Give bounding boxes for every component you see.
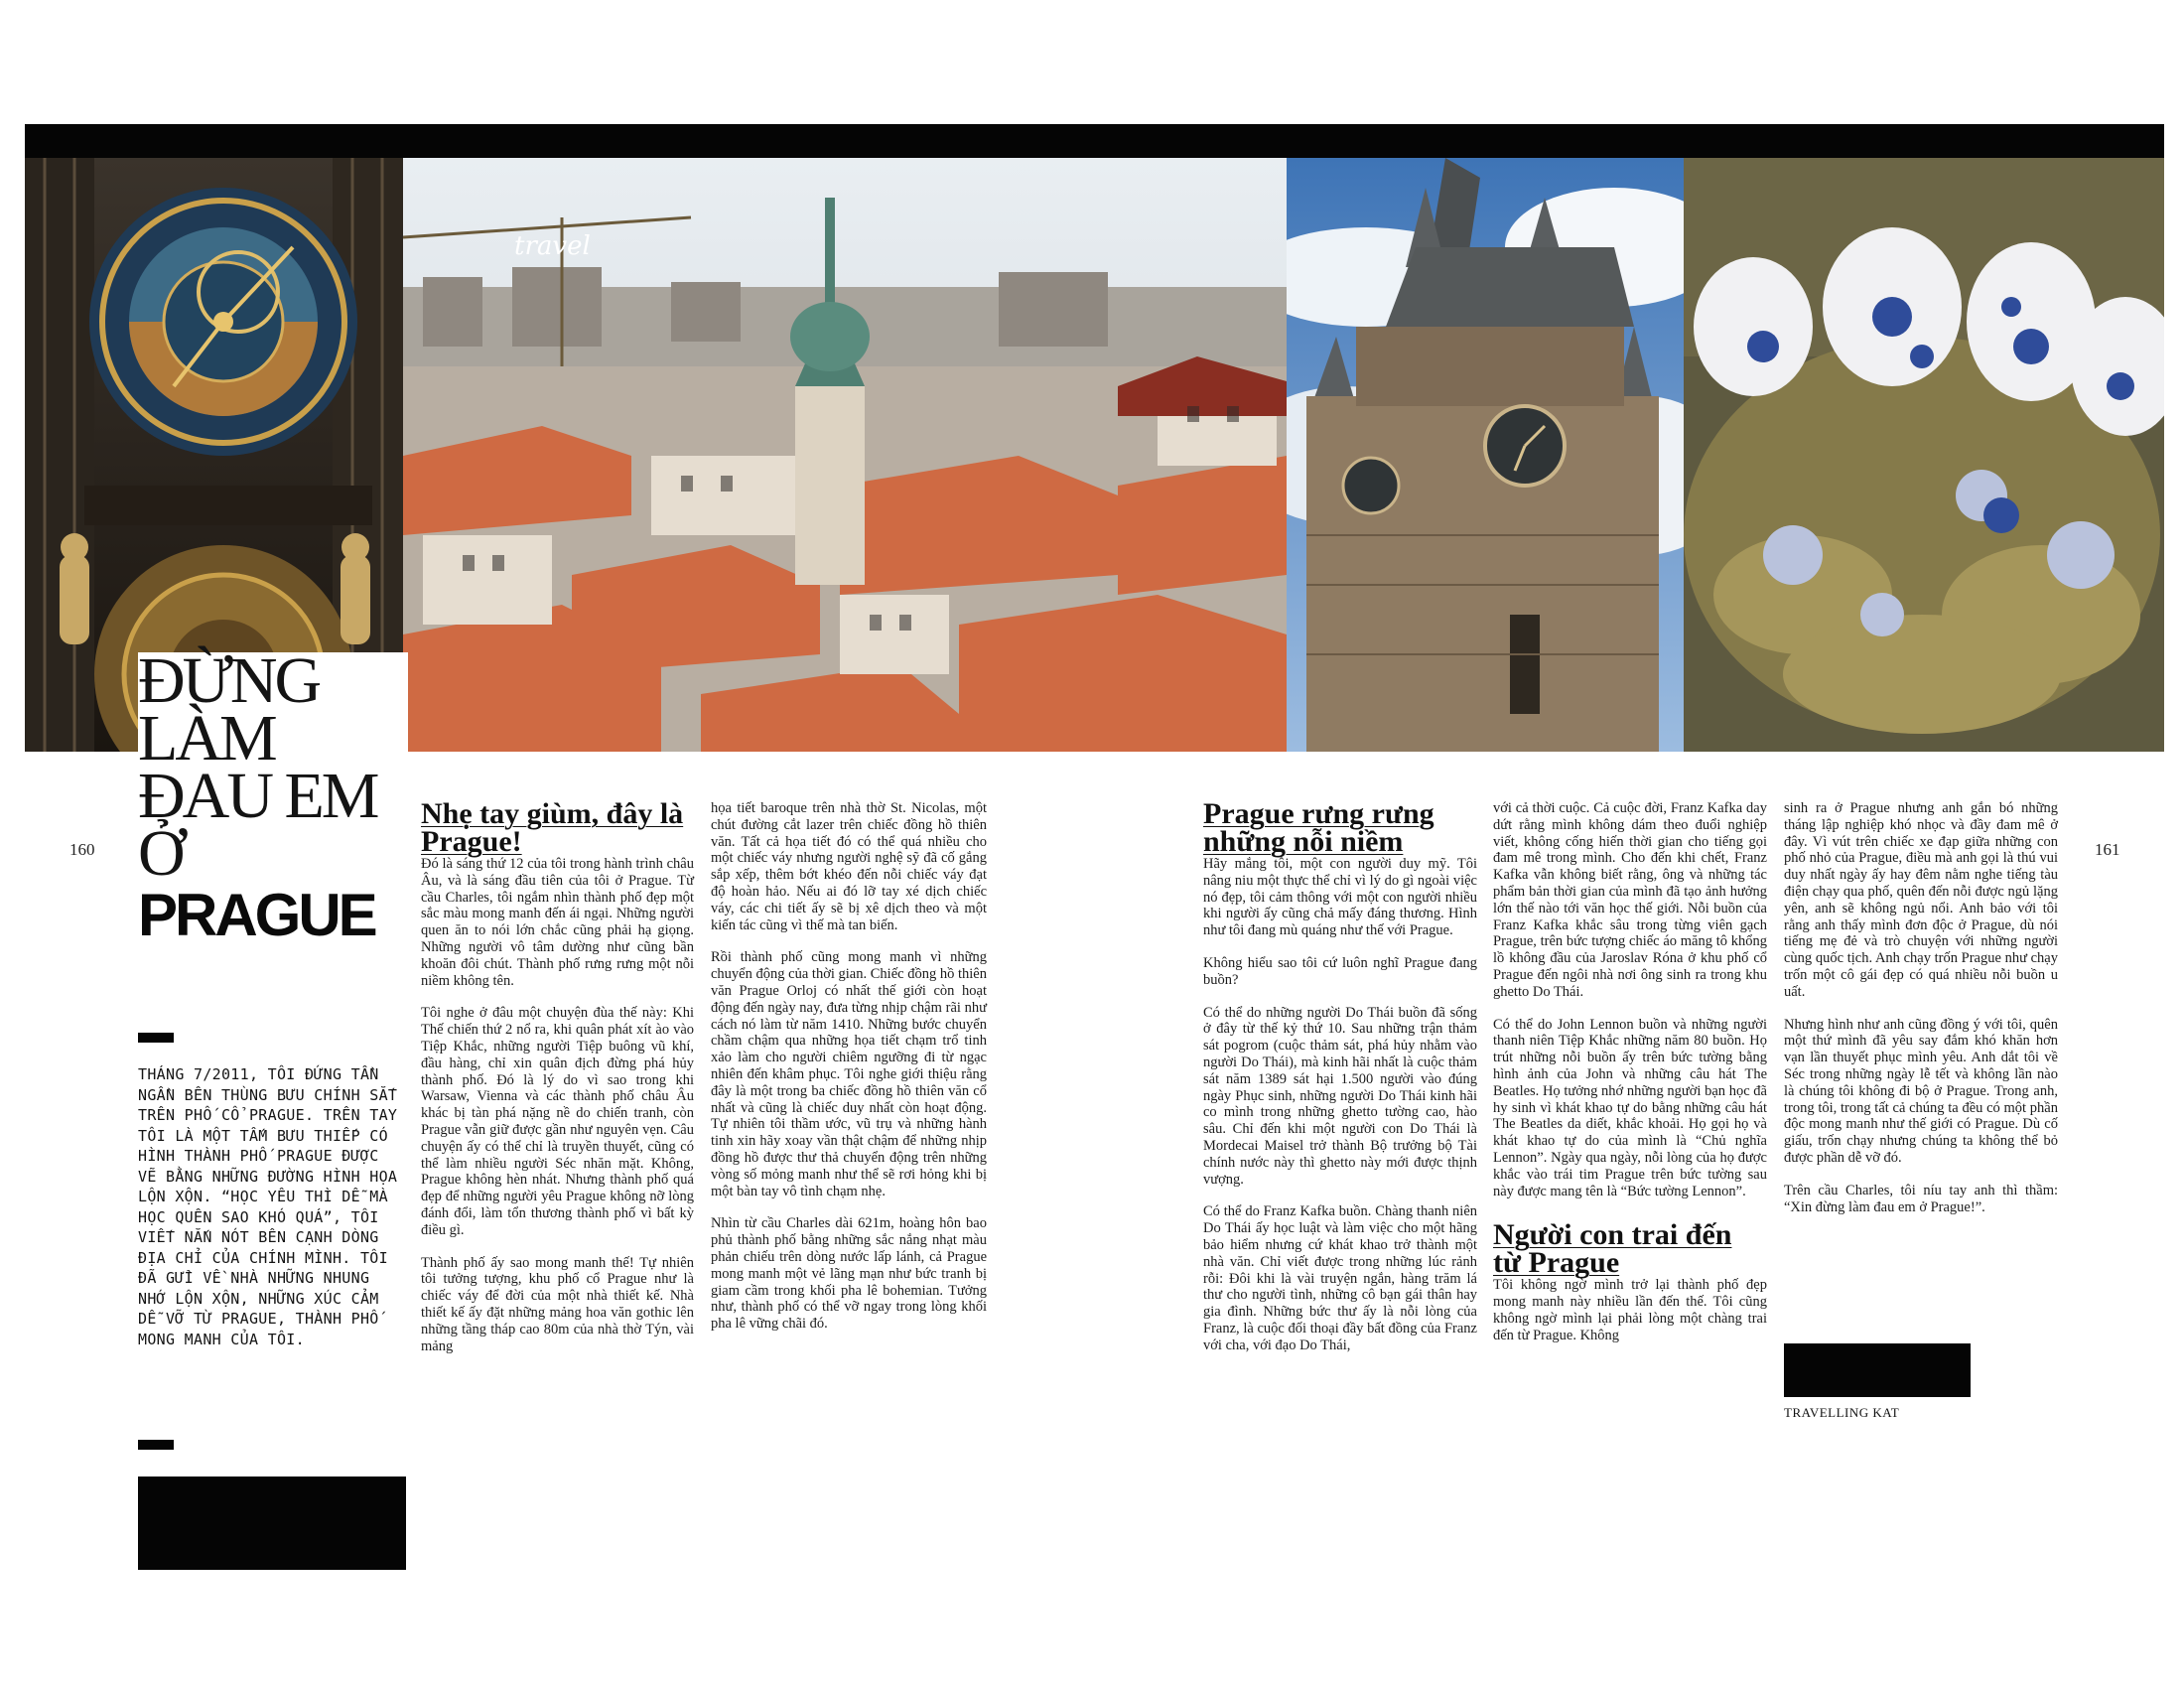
section-heading-3: Người con trai đến từ Prague [1493,1218,1732,1280]
title-line-1: ĐỪNG [138,644,320,717]
paragraph: Nhìn từ cầu Charles dài 621m, hoàng hôn bao phủ thành phố bằng những sắc nắng nhạt màu phản chiếu trên dòng nước lấp lánh, cả Prague mong manh một vẻ lãng mạn như bức tranh bị giam cầm trong khối pha lê bohemian. Tưởng như, thành phố có thể vỡ ngay trong lòng khối pha lê vững chãi đó. [711,1215,987,1333]
article-column-5 [1784,800,2058,1215]
page-number-left: 160 [69,840,95,859]
paragraph: Có thể do John Lennon buồn và những người thanh niên Tiệp Khắc những năm 80 buồn. Họ trút những nỗi buồn ấy trên bức tường bằng hình ảnh của John và những câu hát The Beatles. Họ tưởng nhớ những người bạn học đã hy sinh vì khát khao tự do bằng những câu hát The Beatles da diết, khắc khoải. Họ gọi họ và khát khao tự do của mình là “Chủ nghĩa Lennon”. Ngày qua ngày, nỗi lòng của họ được khắc vào trái tim Prague trên bức tường sau này được mang tên là “Bức tường Lennon”. [1493,1016,1767,1199]
paragraph: Tôi không ngờ mình trở lại thành phố đẹp mong manh này nhiều lần đến thế. Tôi cũng không ngờ mình lại phải lòng một chàng trai đến từ Prague. Không [1493,1277,1767,1343]
article-column-4 [1493,800,1767,1344]
title-line-3: ĐAU EM [138,760,377,832]
section-heading-1: Nhẹ tay giùm, đây là Prague! [421,797,684,858]
paragraph: Có thể do Franz Kafka buồn. Chàng thanh niên Do Thái ấy học luật và làm việc cho một hãng bảo hiểm nhưng cứ khát khao trở thành một nhà văn. Chỉ viết được trong những lúc rảnh rỗi: Đôi khi là vài truyện ngắn, hàng trăm lá thư cho người tình, những cô bạn gái thân hay gia đình. Những bức thư ấy là nỗi lòng của Franz, là cuộc đối thoại đầy bất đồng của Franz với cha, với đạo Do Thái, [1203,1203,1477,1353]
black-box-right [1784,1343,1971,1397]
paragraph: sinh ra ở Prague nhưng anh gắn bó những tháng lập nghiệp khó nhọc và đầy đam mê ở đây. Vì vút trên chiếc xe đạp giữa những con phố nhỏ của Prague, điều mà anh gọi là thú vui duy nhất ngày ấy hay đêm nằm nghe tiếng tàu điện chạy qua phố, quên đến nỗi được ngủ lặng yên, anh sẽ không ngủ nổi. Anh bảo với tôi rằng anh thấy mình đơn độc ở Prague, dù nói tiếng mẹ đẻ và trò chuyện với những người cùng quốc tịch. Anh chạy trốn Prague như chạy trốn một cô gái đẹp có quá nhiều nỗi buồn u uất. [1784,800,2058,1000]
paragraph: với cả thời cuộc. Cả cuộc đời, Franz Kafka day dứt rằng mình không dám theo đuổi nghiệp viết, không cống hiến thời gian cho tiếng gọi đam mê trong mình. Cho đến khi chết, Franz Kafka vẫn không biết rằng, ông và những tác phẩm bản thời gian của mình đã tạo ảnh hưởng lớn thế nào tới văn học thế giới. Nỗi buồn của Franz Kafka khắc sâu trong từng viên gạch Prague, trên bức tượng chiếc áo măng tô khổng lồ không đầu của Jaroslav Róna ở khu phố cổ Prague đến ngôi nhà nơi ông sinh ra trong khu ghetto Do Thái. [1493,800,1767,1000]
photo-overlay-travel: travel [514,231,591,261]
title-line-4: Ở [138,817,183,890]
paragraph: Tôi nghe ở đâu một chuyện đùa thế này: Khi Thế chiến thứ 2 nổ ra, khi quân phát xít ào vào Tiệp Khắc, những người Tiệp buông vũ khí, đầu hàng, chỉ xin quân địch đừng phá hủy thành phố. Đó là lý do vì sao trong khi Warsaw, Vienna và các thành phố châu Âu khác bị tàn phá nặng nề do chiến tranh, còn Prague vẫn giữ được gần như nguyên vẹn. Câu chuyện ấy có thể chỉ là truyền thuyết, cũng có thể làm nhiều người Séc nhăn mặt. Không, Prague không hèn nhát. Nhưng thành phố quá đẹp để những người yêu Prague không nỡ lòng đánh đổi, làm tổn thương thành phố vì bất kỳ điều gì. [421,1005,694,1238]
intro-text: THÁNG 7/2011, TÔI ĐỨNG TẦN NGẦN BÊN THÙNG BƯU CHÍNH SẮT TRÊN PHỐ CỔ PRAGUE. TRÊN TAY TÔI LÀ MỘT TẤM BƯU THIẾP CÓ HÌNH THÀNH PHỐ PRAGUE ĐƯỢC VẼ BẰNG NHỮNG ĐƯỜNG HÌNH HỌA LỘN XỘN. “HỌC YÊU THÌ DỄ MÀ HỌC QUÊN SAO KHÓ QUÁ”, TÔI VIẾT NẮN NÓT BÊN CẠNH DÒNG ĐỊA CHỈ CỦA CHÍNH MÌNH. TÔI ĐÃ GỬI VỀ NHÀ NHỮNG NHUNG NHỚ LỘN XỘN, NHỮNG XÚC CẢM DỄ VỠ TỪ PRAGUE, THÀNH PHỐ MONG MANH CỦA TÔI. [138,1065,398,1348]
paragraph: Nhưng hình như anh cũng đồng ý với tôi, quên một thứ mình đã yêu say đắm khó khăn hơn vạn lần thuyết phục mình yêu. Anh dắt tôi về Séc trong những ngày lễ tết và không lần nào là chúng tôi không đi bộ ở Prague. Trong anh, trong tôi, trong tất cả chúng ta đều có một phần độc mong manh như thế giới có Prague. Dù cố giấu, trốn chạy nhưng chúng ta không thể bỏ được phần dễ vỡ đó. [1784,1016,2058,1166]
intro-bottom-dash [138,1440,174,1450]
photo-town-hall-tower [1287,158,1684,752]
photo-prague-rooftops [403,158,1287,752]
paragraph: Hãy mắng tôi, một con người duy mỹ. Tôi nâng niu một thực thể chỉ vì lý do gì ngoài việc nó đẹp, tôi cảm thông với một con người nhiều khi người ấy cũng chả mấy đáng thương. Hình như tôi đang mù quáng như thế với Prague. [1203,856,1477,939]
article-column-1 [421,797,694,1354]
paragraph: Không hiểu sao tôi cứ luôn nghĩ Prague đang buồn? [1203,954,1477,988]
article-column-3 [1203,797,1477,1354]
page-number-right: 161 [2095,840,2120,859]
title-line-5: PRAGUE [138,882,375,948]
paragraph: Thành phố ấy sao mong manh thế! Tự nhiên tôi tưởng tượng, khu phố cổ Prague như là chiếc váy để đời của một nhà thiết kế. Nhà thiết kế ấy đặt những mảng hoa văn gothic lên những tầng tháp cao 80m của nhà thờ Týn, vài mảng [421,1254,694,1354]
article-column-2 [711,800,987,1333]
intro-top-dash [138,1033,174,1043]
paragraph: Trên cầu Charles, tôi níu tay anh thì thầm: “Xin đừng làm đau em ở Prague!”. [1784,1182,2058,1215]
paragraph: Đó là sáng thứ 12 của tôi trong hành trình châu Âu, và là sáng đầu tiên của tôi ở Prague. Từ cầu Charles, tôi ngắm nhìn thành phố đẹp một sắc màu mong manh đến ái ngại. Những người quen ăn to nói lớn chắc cũng phải hạ giọng. Những người vô tâm dường như cũng bần khoăn đôi chút. Thành phố rưng rưng một nỗi niềm không tên. [421,856,694,989]
article-title [138,644,408,948]
black-box-left [138,1477,406,1570]
author-signature: TRAVELLING KAT [1784,1405,1900,1420]
section-heading-2: Prague rưng rưng những nỗi niềm [1203,797,1434,858]
top-black-bar [25,124,2164,158]
paragraph: Có thể do những người Do Thái buồn đã sống ở đây từ thế kỷ thứ 10. Sau những trận thảm sát pogrom (cuộc thảm sát, phá hủy nhằm vào người Do Thái), mà kinh hãi nhất là cuộc thảm sát năm 1389 sát hại 1.500 người vào đúng ngày Phục sinh, những người Do Thái kinh hãi co mình trong những ghetto tường cao, hào sâu. Chỉ đến khi một người con Do Thái là Mordecai Maisel trở thành Bộ trưởng bộ Tài chính nước này thì ghetto này mới được thịnh vượng. [1203,1004,1477,1188]
photo-ceramic-birds [1684,158,2164,752]
title-line-2: LÀM [138,702,275,774]
paragraph: Rồi thành phố cũng mong manh vì những chuyển động của thời gian. Chiếc đồng hồ thiên văn Prague Orloj có nhất thế giới còn hoạt động đến ngày nay, đưa từng nhịp chậm rãi như cách nó làm từ năm 1410. Những bước chuyển chầm chậm qua những họa tiết chạm trổ tinh xảo làm cho người chiêm ngưỡng đi từ ngạc nhiên đến khâm phục. Tôi nghe giới thiệu rằng đây là một trong ba chiếc đồng hồ thiên văn cổ nhất và cũng là chiếc duy nhất còn hoạt động. Tự nhiên tôi thầm ước, vũ trụ và những hành tinh xin hãy xoay vần thật chậm để những nhịp đồng hồ được thư thả chuyển động trên những vòng số mỏng manh như thể sẽ rơi hỏng khi bị một bàn tay vô tình chạm nhẹ. [711,949,987,1199]
paragraph: họa tiết baroque trên nhà thờ St. Nicolas, một chút đường cắt lazer trên chiếc đồng hồ thiên văn. Tất cả họa tiết đó có thể quá nhiều cho một chiếc váy nhưng người nghệ sỹ đã cố gắng sắp xếp, thêm bớt khéo đến nỗi chiếc váy đạt độ hoàn hảo. Nếu ai đó lỡ tay xé dịch chiếc váy, các chi tiết ấy sẽ bị xê dịch theo và một kiến tác cũng vì thế mà tan biến. [711,800,987,933]
